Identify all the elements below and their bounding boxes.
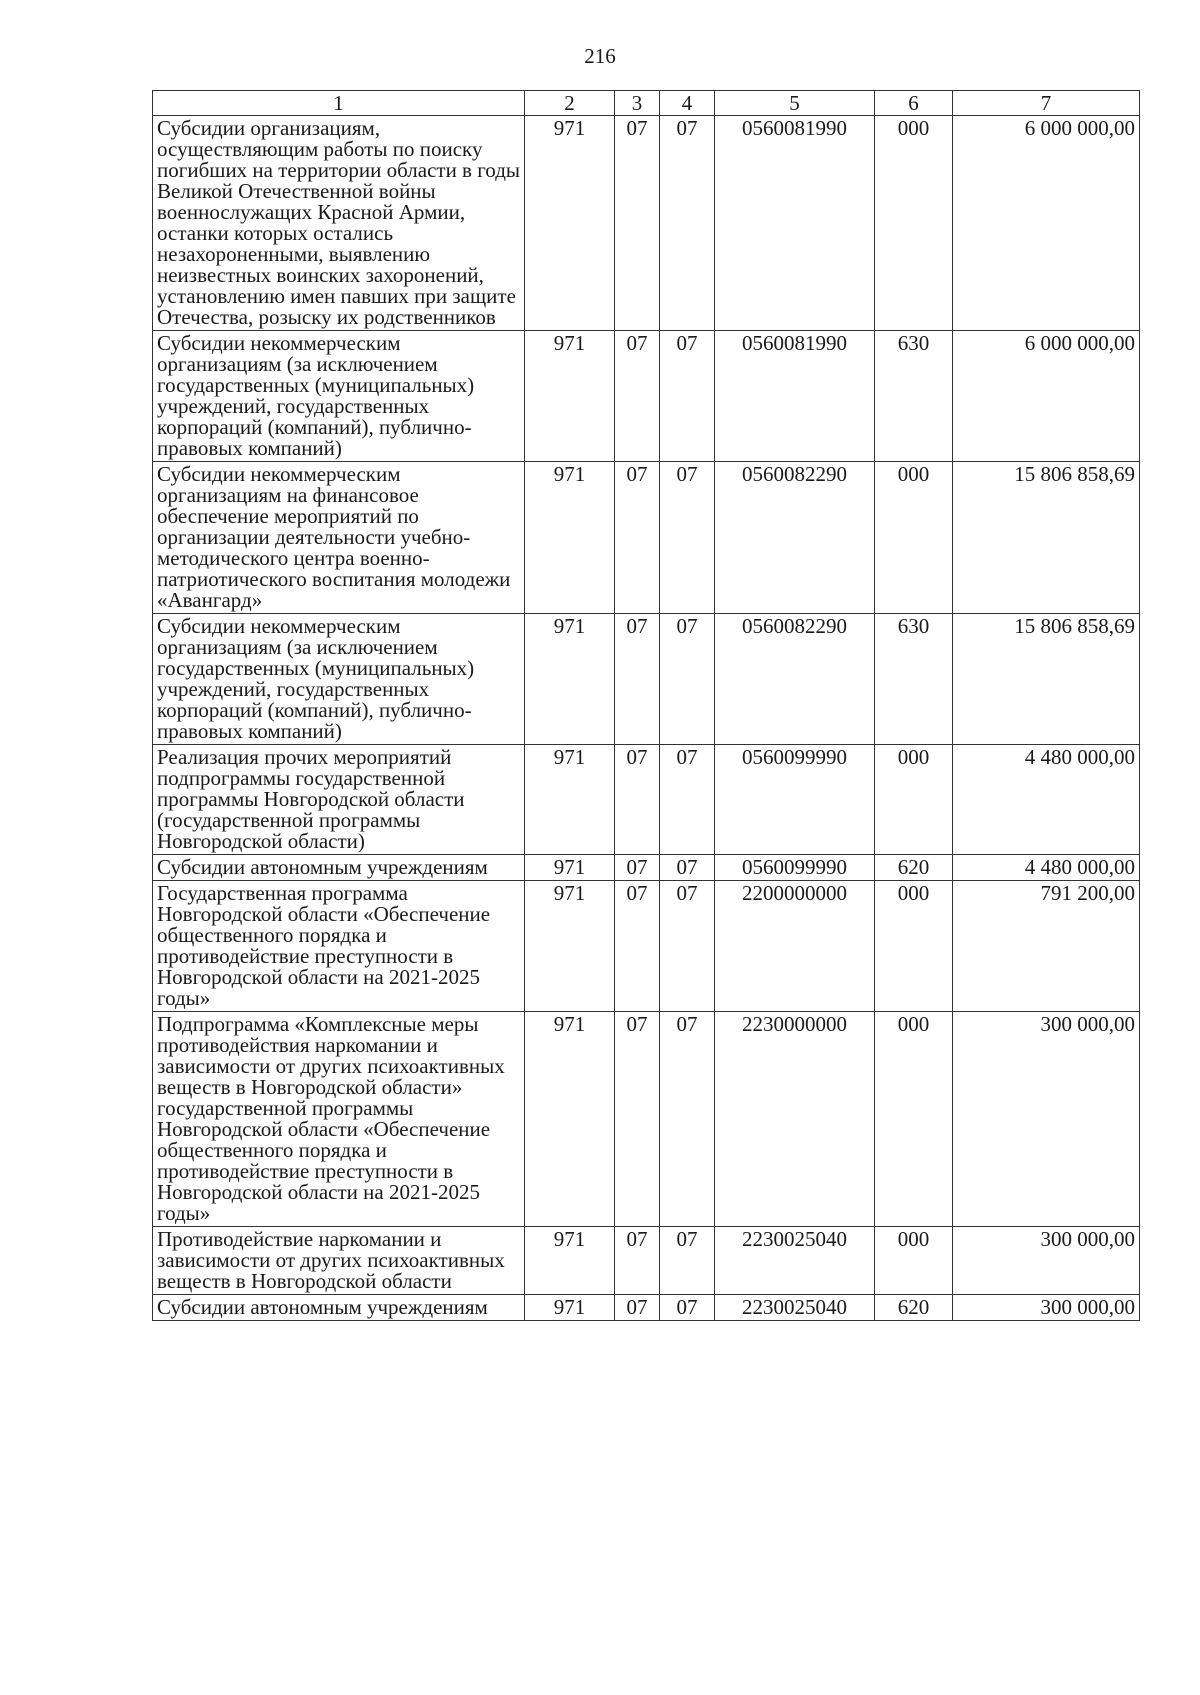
amount: 6 000 000,00 [953,116,1140,331]
table-row [153,462,1140,614]
expense-type-code: 000 [875,462,953,614]
subsection-code: 07 [660,1295,715,1321]
amount: 300 000,00 [953,1227,1140,1295]
ministry-code: 971 [525,614,615,745]
ministry-code: 971 [525,881,615,1012]
row-name: Реализация прочих мероприятий подпрограммы государственной программы Новгородской области (государственной программы Новгородской области) [153,745,525,855]
row-name: Субсидии организациям, осуществляющим работы по поиску погибших на территории области в годы Великой Отечественной войны военнослужащих Красной Армии, останки которых остались незахороненными, выявлению неизвестных воинских захоронений, установлению имен павших при защите Отечества, розыску их родственников [153,116,525,331]
table-row [153,745,1140,855]
section-code: 07 [615,745,660,855]
target-article-code: 0560082290 [715,462,875,614]
amount: 300 000,00 [953,1295,1140,1321]
target-article-code: 0560081990 [715,331,875,462]
section-code: 07 [615,462,660,614]
expense-type-code: 630 [875,614,953,745]
expense-type-code: 620 [875,855,953,881]
table-row [153,881,1140,1012]
row-name: Субсидии автономным учреждениям [153,855,525,881]
table-row [153,1227,1140,1295]
column-header-1: 1 [153,91,525,116]
amount: 300 000,00 [953,1012,1140,1227]
section-code: 07 [615,855,660,881]
expense-type-code: 000 [875,1012,953,1227]
subsection-code: 07 [660,331,715,462]
row-name: Подпрограмма «Комплексные меры противодействия наркомании и зависимости от других психоактивных веществ в Новгородской области» государственной программы Новгородской области «Обеспечение общественного порядка и противодействие преступности в Новгородской области на 2021-2025 годы» [153,1012,525,1227]
target-article-code: 2230025040 [715,1227,875,1295]
subsection-code: 07 [660,881,715,1012]
row-name: Субсидии некоммерческим организациям (за исключением государственных (муниципальных) учреждений, государственных корпораций (компаний), публично-правовых компаний) [153,331,525,462]
section-code: 07 [615,614,660,745]
ministry-code: 971 [525,1295,615,1321]
column-header-5: 5 [715,91,875,116]
amount: 15 806 858,69 [953,462,1140,614]
section-code: 07 [615,881,660,1012]
section-code: 07 [615,116,660,331]
expense-type-code: 630 [875,331,953,462]
amount: 4 480 000,00 [953,855,1140,881]
subsection-code: 07 [660,1012,715,1227]
row-name: Государственная программа Новгородской области «Обеспечение общественного порядка и противодействие преступности в Новгородской области на 2021-2025 годы» [153,881,525,1012]
column-header-3: 3 [615,91,660,116]
section-code: 07 [615,1012,660,1227]
table-row [153,116,1140,331]
subsection-code: 07 [660,1227,715,1295]
ministry-code: 971 [525,745,615,855]
row-name: Субсидии автономным учреждениям [153,1295,525,1321]
ministry-code: 971 [525,1227,615,1295]
ministry-code: 971 [525,116,615,331]
target-article-code: 2200000000 [715,881,875,1012]
column-header-4: 4 [660,91,715,116]
expense-type-code: 000 [875,745,953,855]
target-article-code: 0560082290 [715,614,875,745]
expense-type-code: 000 [875,881,953,1012]
ministry-code: 971 [525,462,615,614]
amount: 791 200,00 [953,881,1140,1012]
subsection-code: 07 [660,614,715,745]
target-article-code: 0560099990 [715,745,875,855]
table-row [153,614,1140,745]
section-code: 07 [615,331,660,462]
amount: 4 480 000,00 [953,745,1140,855]
target-article-code: 0560099990 [715,855,875,881]
expense-type-code: 620 [875,1295,953,1321]
section-code: 07 [615,1295,660,1321]
row-name: Противодействие наркомании и зависимости от других психоактивных веществ в Новгородской области [153,1227,525,1295]
table-header-row [153,91,1140,116]
section-code: 07 [615,1227,660,1295]
ministry-code: 971 [525,855,615,881]
column-header-6: 6 [875,91,953,116]
expense-type-code: 000 [875,1227,953,1295]
subsection-code: 07 [660,116,715,331]
table-row [153,1295,1140,1321]
row-name: Субсидии некоммерческим организациям на финансовое обеспечение мероприятий по организации деятельности учебно-методического центра военно-патриотического воспитания молодежи «Авангард» [153,462,525,614]
subsection-code: 07 [660,745,715,855]
expense-type-code: 000 [875,116,953,331]
budget-table [152,90,1140,1321]
amount: 15 806 858,69 [953,614,1140,745]
column-header-2: 2 [525,91,615,116]
amount: 6 000 000,00 [953,331,1140,462]
subsection-code: 07 [660,855,715,881]
table-row [153,1012,1140,1227]
table-row [153,331,1140,462]
row-name: Субсидии некоммерческим организациям (за исключением государственных (муниципальных) учреждений, государственных корпораций (компаний), публично-правовых компаний) [153,614,525,745]
ministry-code: 971 [525,331,615,462]
target-article-code: 2230025040 [715,1295,875,1321]
subsection-code: 07 [660,462,715,614]
page-number: 216 [584,44,616,68]
target-article-code: 0560081990 [715,116,875,331]
ministry-code: 971 [525,1012,615,1227]
table-row [153,855,1140,881]
column-header-7: 7 [953,91,1140,116]
target-article-code: 2230000000 [715,1012,875,1227]
